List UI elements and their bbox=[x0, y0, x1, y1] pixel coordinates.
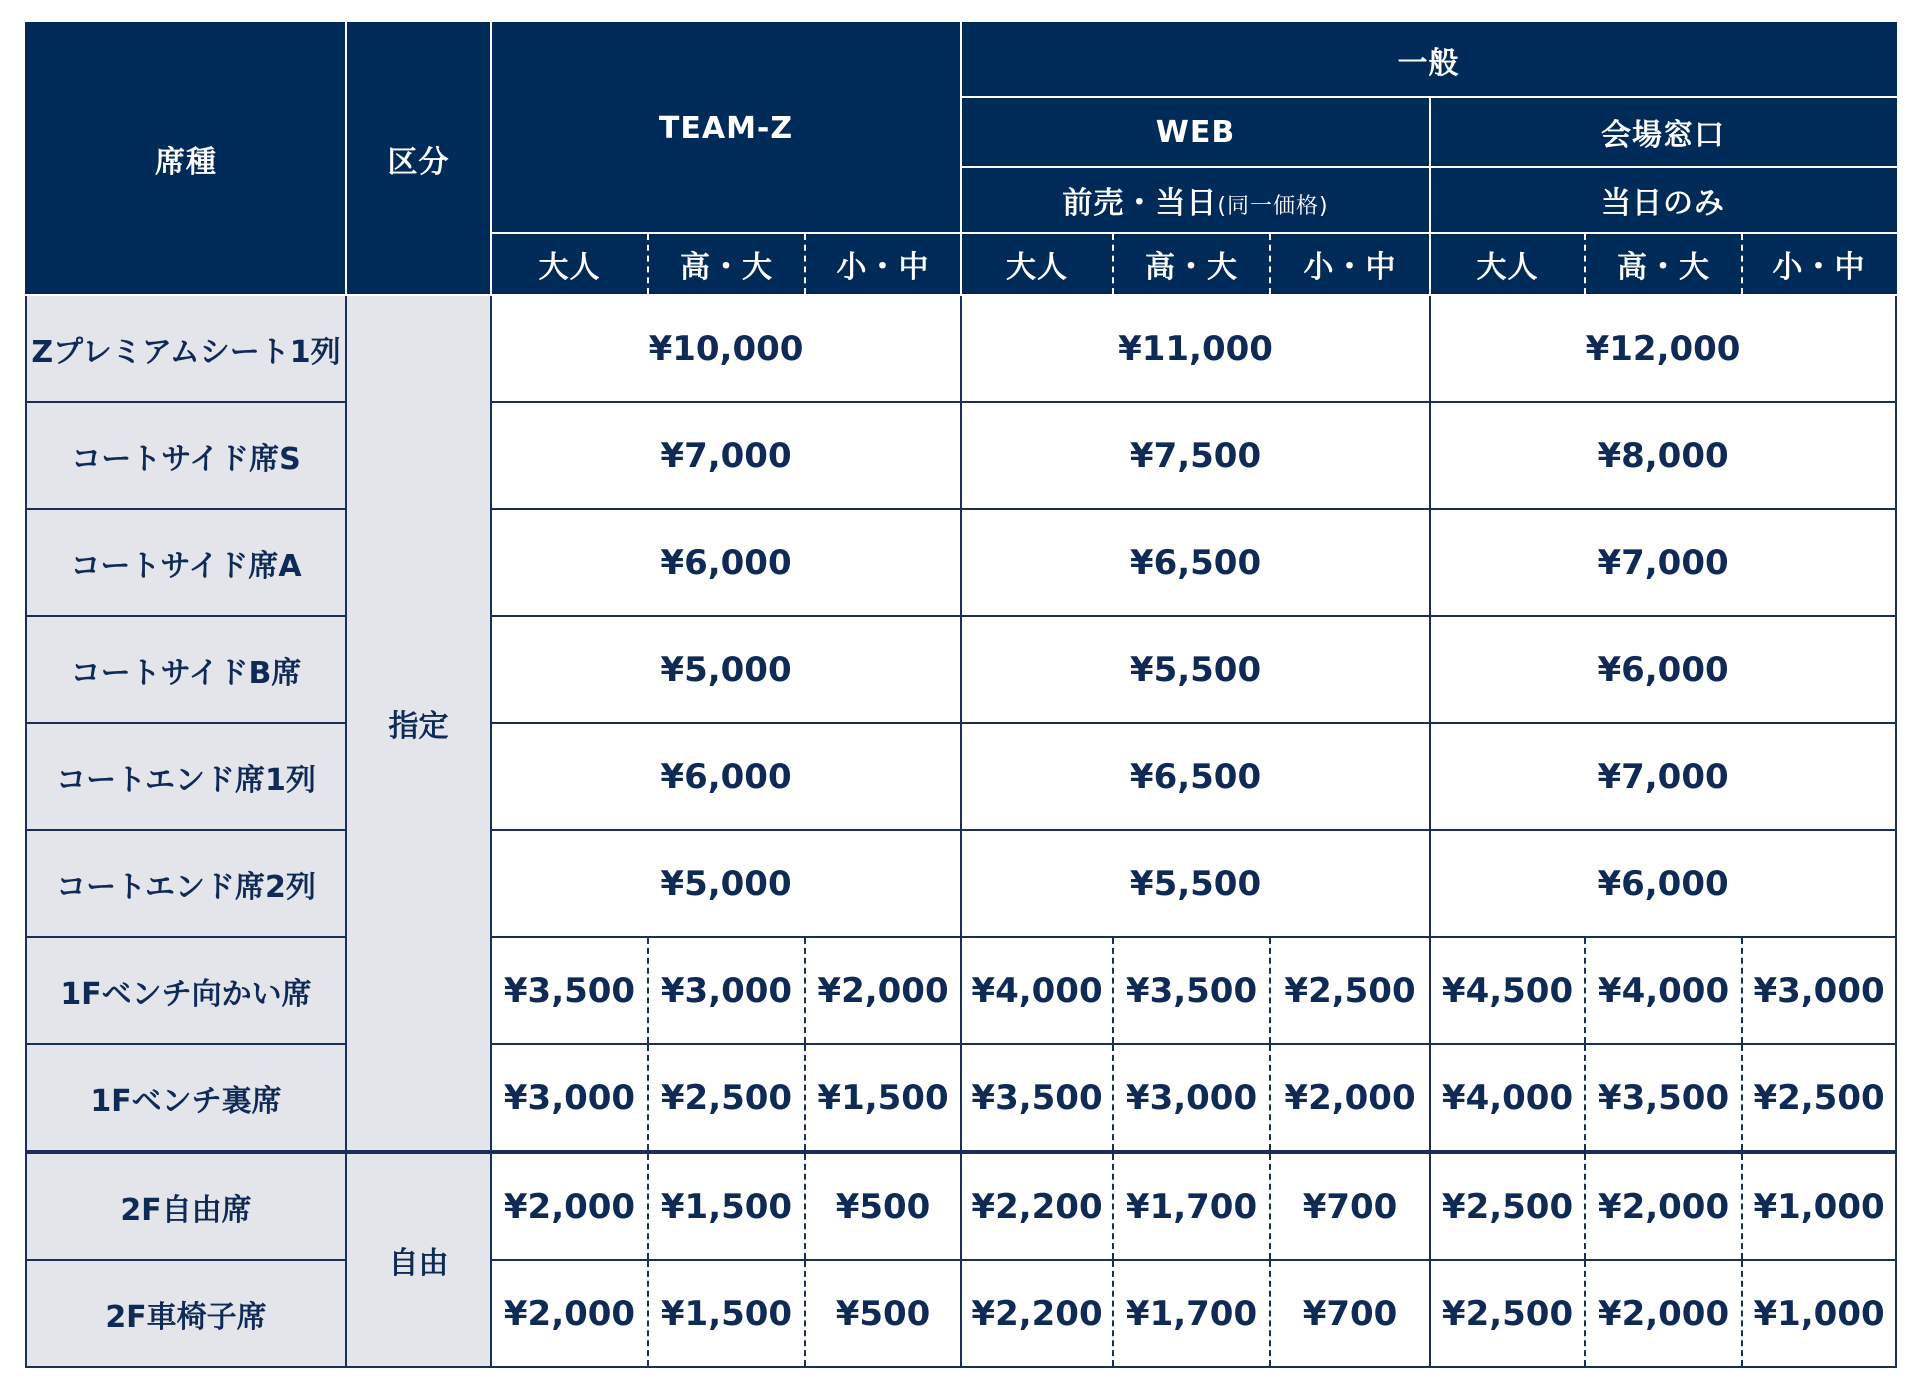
table-row bbox=[26, 1044, 1896, 1152]
table-row bbox=[26, 830, 1896, 937]
price-web: ¥6,500 bbox=[961, 723, 1430, 830]
price-cell: ¥1,700 bbox=[1113, 1260, 1270, 1367]
table-row bbox=[26, 937, 1896, 1044]
category-reserved: 指定 bbox=[346, 295, 491, 1152]
price-cell: ¥3,000 bbox=[1113, 1044, 1270, 1152]
price-cell: ¥3,500 bbox=[961, 1044, 1113, 1152]
header-adult: 大人 bbox=[1430, 233, 1585, 295]
seat-name: コートサイド席A bbox=[26, 509, 346, 616]
table-row bbox=[26, 295, 1896, 402]
price-cell: ¥4,500 bbox=[1430, 937, 1585, 1044]
price-team-z: ¥5,000 bbox=[491, 616, 961, 723]
price-cell: ¥2,200 bbox=[961, 1260, 1113, 1367]
header-student: 高・大 bbox=[648, 233, 805, 295]
seat-name: コートエンド席2列 bbox=[26, 830, 346, 937]
price-cell: ¥2,000 bbox=[1270, 1044, 1430, 1152]
seat-name: コートサイド席S bbox=[26, 402, 346, 509]
web-sale-label: 前売・当日 bbox=[1062, 186, 1218, 221]
price-cell: ¥1,500 bbox=[805, 1044, 961, 1152]
price-venue: ¥8,000 bbox=[1430, 402, 1896, 509]
header-child: 小・中 bbox=[805, 233, 961, 295]
header-seat-type: 席種 bbox=[26, 23, 346, 295]
price-venue: ¥12,000 bbox=[1430, 295, 1896, 402]
header-adult: 大人 bbox=[961, 233, 1113, 295]
header-student: 高・大 bbox=[1585, 233, 1742, 295]
price-cell: ¥2,000 bbox=[1585, 1152, 1742, 1260]
price-team-z: ¥6,000 bbox=[491, 509, 961, 616]
table-row bbox=[26, 723, 1896, 830]
price-web: ¥5,500 bbox=[961, 616, 1430, 723]
price-cell: ¥3,500 bbox=[491, 937, 648, 1044]
price-cell: ¥1,500 bbox=[648, 1152, 805, 1260]
price-web: ¥7,500 bbox=[961, 402, 1430, 509]
price-cell: ¥2,500 bbox=[648, 1044, 805, 1152]
header-venue-sale: 当日のみ bbox=[1430, 167, 1896, 233]
price-cell: ¥4,000 bbox=[1585, 937, 1742, 1044]
header-team-z: TEAM-Z bbox=[491, 23, 961, 233]
price-cell: ¥3,000 bbox=[648, 937, 805, 1044]
price-venue: ¥6,000 bbox=[1430, 616, 1896, 723]
header-web-sale bbox=[961, 167, 1430, 233]
price-cell: ¥2,500 bbox=[1270, 937, 1430, 1044]
price-cell: ¥4,000 bbox=[1430, 1044, 1585, 1152]
price-web: ¥5,500 bbox=[961, 830, 1430, 937]
price-team-z: ¥5,000 bbox=[491, 830, 961, 937]
header-child: 小・中 bbox=[1742, 233, 1896, 295]
table-row bbox=[26, 616, 1896, 723]
category-free: 自由 bbox=[346, 1152, 491, 1367]
price-venue: ¥7,000 bbox=[1430, 509, 1896, 616]
price-cell: ¥2,500 bbox=[1742, 1044, 1896, 1152]
price-cell: ¥1,000 bbox=[1742, 1152, 1896, 1260]
seat-name: 1Fベンチ裏席 bbox=[26, 1044, 346, 1152]
seat-name: 1Fベンチ向かい席 bbox=[26, 937, 346, 1044]
seat-name: コートエンド席1列 bbox=[26, 723, 346, 830]
price-cell: ¥700 bbox=[1270, 1260, 1430, 1367]
price-venue: ¥7,000 bbox=[1430, 723, 1896, 830]
header-category: 区分 bbox=[346, 23, 491, 295]
header-adult: 大人 bbox=[491, 233, 648, 295]
price-cell: ¥2,200 bbox=[961, 1152, 1113, 1260]
price-team-z: ¥7,000 bbox=[491, 402, 961, 509]
price-cell: ¥1,700 bbox=[1113, 1152, 1270, 1260]
price-cell: ¥2,000 bbox=[491, 1152, 648, 1260]
price-cell: ¥4,000 bbox=[961, 937, 1113, 1044]
header-web: WEB bbox=[961, 97, 1430, 167]
price-cell: ¥2,500 bbox=[1430, 1152, 1585, 1260]
price-cell: ¥2,000 bbox=[805, 937, 961, 1044]
table-row bbox=[26, 1152, 1896, 1260]
price-cell: ¥3,500 bbox=[1585, 1044, 1742, 1152]
seat-name: Zプレミアムシート1列 bbox=[26, 295, 346, 402]
price-cell: ¥700 bbox=[1270, 1152, 1430, 1260]
seat-name: 2F自由席 bbox=[26, 1152, 346, 1260]
web-sale-note: (同一価格) bbox=[1217, 194, 1329, 219]
price-team-z: ¥6,000 bbox=[491, 723, 961, 830]
price-cell: ¥3,000 bbox=[1742, 937, 1896, 1044]
price-team-z: ¥10,000 bbox=[491, 295, 961, 402]
header-general: 一般 bbox=[961, 23, 1896, 97]
price-cell: ¥2,500 bbox=[1430, 1260, 1585, 1367]
table-row bbox=[26, 402, 1896, 509]
price-web: ¥11,000 bbox=[961, 295, 1430, 402]
price-cell: ¥500 bbox=[805, 1260, 961, 1367]
price-cell: ¥1,500 bbox=[648, 1260, 805, 1367]
price-cell: ¥3,500 bbox=[1113, 937, 1270, 1044]
price-web: ¥6,500 bbox=[961, 509, 1430, 616]
header-student: 高・大 bbox=[1113, 233, 1270, 295]
price-venue: ¥6,000 bbox=[1430, 830, 1896, 937]
price-cell: ¥3,000 bbox=[491, 1044, 648, 1152]
header-venue: 会場窓口 bbox=[1430, 97, 1896, 167]
seat-name: コートサイドB席 bbox=[26, 616, 346, 723]
header-child: 小・中 bbox=[1270, 233, 1430, 295]
ticket-price-table bbox=[25, 22, 1897, 1368]
price-cell: ¥2,000 bbox=[491, 1260, 648, 1367]
table-row bbox=[26, 509, 1896, 616]
table-row bbox=[26, 1260, 1896, 1367]
price-cell: ¥1,000 bbox=[1742, 1260, 1896, 1367]
seat-name: 2F車椅子席 bbox=[26, 1260, 346, 1367]
price-cell: ¥2,000 bbox=[1585, 1260, 1742, 1367]
price-cell: ¥500 bbox=[805, 1152, 961, 1260]
